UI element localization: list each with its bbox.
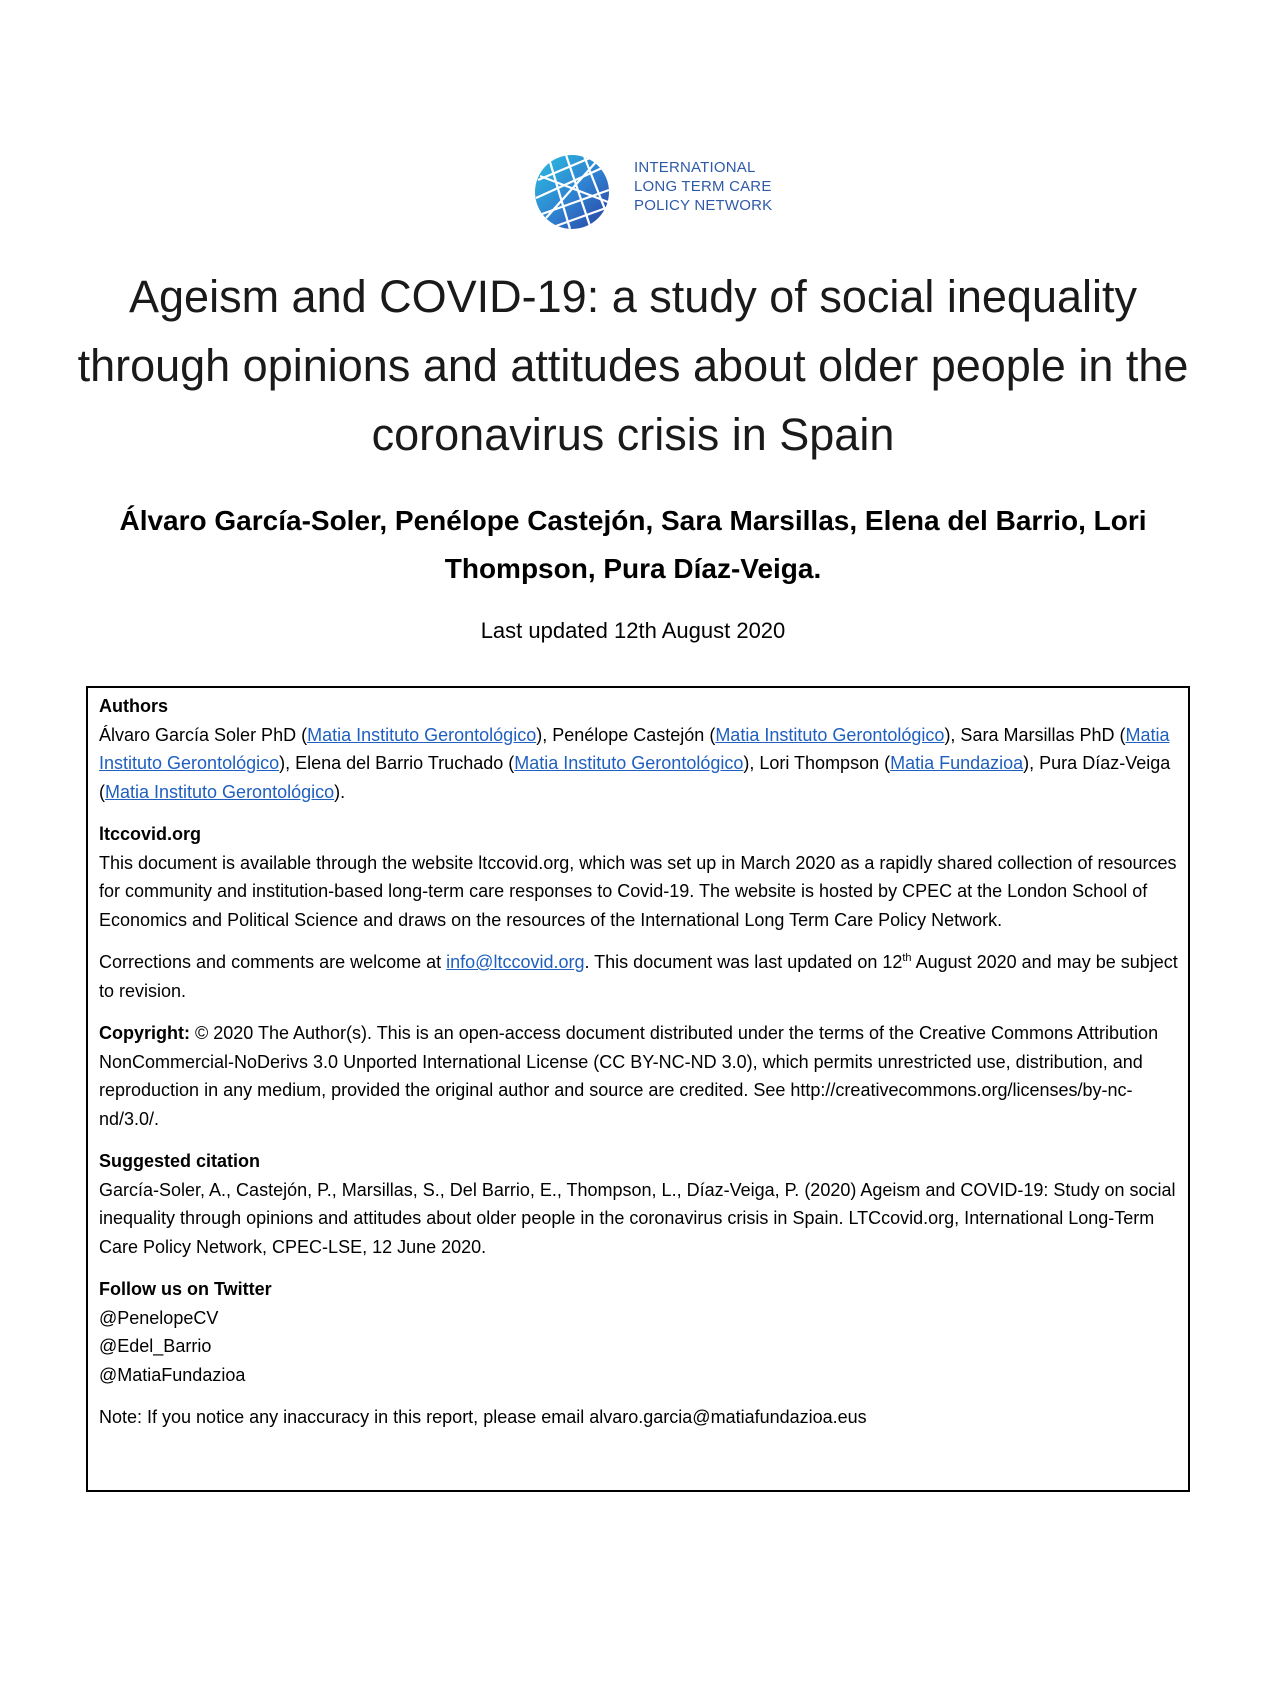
author-text-6: ), Pura Díaz-Veiga (	[99, 753, 1171, 802]
copyright-label: Copyright:	[99, 1023, 190, 1043]
author-text-1: Álvaro García Soler PhD (	[99, 724, 308, 745]
ltccovid-section	[99, 820, 1178, 934]
network-logo	[530, 150, 800, 234]
affiliation-link-3[interactable]: Matia Instituto Gerontológico	[99, 724, 1170, 773]
twitter-handle: @PenelopeCV	[99, 1307, 219, 1328]
corrections-pre: Corrections and comments are welcome at	[99, 952, 447, 972]
ltccovid-body: This document is available through the website ltccovid.org, which was set up in March 2020 as a rapidly shared collection of resources for community and institution-based long-term care responses to Covid-19. The website is hosted by CPEC at the London School of Economics and Political Science and draws on the resources of the International Long Term Care Policy Network.	[99, 852, 1177, 930]
corrections-post: August 2020 and may be subject to revision.	[99, 952, 1178, 1001]
affiliation-link-1[interactable]: Matia Instituto Gerontológico	[307, 724, 537, 745]
twitter-handle: @Edel_Barrio	[99, 1336, 212, 1356]
inaccuracy-note: Note: If you notice any inaccuracy in this report, please email alvaro.garcia@matiafundazioa.eus	[99, 1407, 867, 1427]
logo-line-3: POLICY NETWORK	[634, 197, 773, 214]
author-text-end: ).	[334, 781, 346, 802]
logo-wordmark	[634, 158, 772, 215]
corrections-mid: . This document was last updated on 12	[584, 952, 903, 972]
twitter-section	[99, 1275, 1178, 1389]
info-box	[86, 686, 1190, 1492]
authors-heading: Authors	[99, 696, 168, 716]
globe-network-icon	[530, 150, 614, 234]
affiliation-link-6[interactable]: Matia Instituto Gerontológico	[105, 781, 335, 802]
twitter-heading: Follow us on Twitter	[99, 1279, 272, 1299]
author-text-5: ), Lori Thompson (	[743, 753, 891, 773]
author-byline: Álvaro García-Soler, Penélope Castejón, Sara Marsillas, Elena del Barrio, Lori Thompson, Pura Díaz-Veiga.	[119, 505, 1147, 584]
ordinal-suffix: th	[902, 952, 912, 964]
author-text-2: ), Penélope Castejón (	[536, 724, 716, 745]
authors-text	[99, 721, 1178, 807]
affiliation-link-4[interactable]: Matia Instituto Gerontológico	[514, 753, 744, 773]
corrections-text	[99, 948, 1178, 1005]
affiliation-link-2[interactable]: Matia Instituto Gerontológico	[715, 724, 945, 745]
affiliation-link-5[interactable]: Matia Fundazioa	[890, 753, 1024, 773]
logo-line-2: LONG TERM CARE	[634, 178, 772, 195]
ltccovid-heading: ltccovid.org	[99, 824, 202, 844]
document-title: Ageism and COVID-19: a study of social inequality through opinions and attitudes about older people in the coronavirus crisis in Spain	[77, 271, 1189, 460]
authors-section	[99, 692, 1178, 806]
contact-email-link[interactable]: info@ltccovid.org	[446, 952, 585, 972]
author-text-3: ), Sara Marsillas PhD (	[944, 724, 1126, 745]
copyright-text	[99, 1019, 1178, 1133]
citation-section	[99, 1147, 1178, 1261]
corrections-section	[99, 948, 1178, 1005]
copyright-body: © 2020 The Author(s). This is an open-access document distributed under the terms of the Creative Commons Attribution NonCommercial-NoDerivs 3.0 Unported International License (CC BY-NC-ND 3.0), which permits unrestricted use, distribution, and reproduction in any medium, provided the original author and source are credited. See http://creativecommons.org/licenses/by-nc-nd/3.0/.	[99, 1023, 1159, 1129]
copyright-section	[99, 1019, 1178, 1133]
citation-heading: Suggested citation	[99, 1151, 261, 1171]
last-updated: Last updated 12th August 2020	[480, 618, 786, 643]
logo-line-1: INTERNATIONAL	[634, 159, 756, 176]
citation-body: García-Soler, A., Castejón, P., Marsillas, S., Del Barrio, E., Thompson, L., Díaz-Veiga, P. (2020) Ageism and COVID-19: Study on social inequality through opinions and attitudes about older people in the coronavirus crisis in Spain. LTCcovid.org, International Long-Term Care Policy Network, CPEC-LSE, 12 June 2020.	[99, 1179, 1176, 1257]
author-text-4: ), Elena del Barrio Truchado (	[279, 753, 515, 773]
twitter-handle: @MatiaFundazioa	[99, 1364, 246, 1385]
